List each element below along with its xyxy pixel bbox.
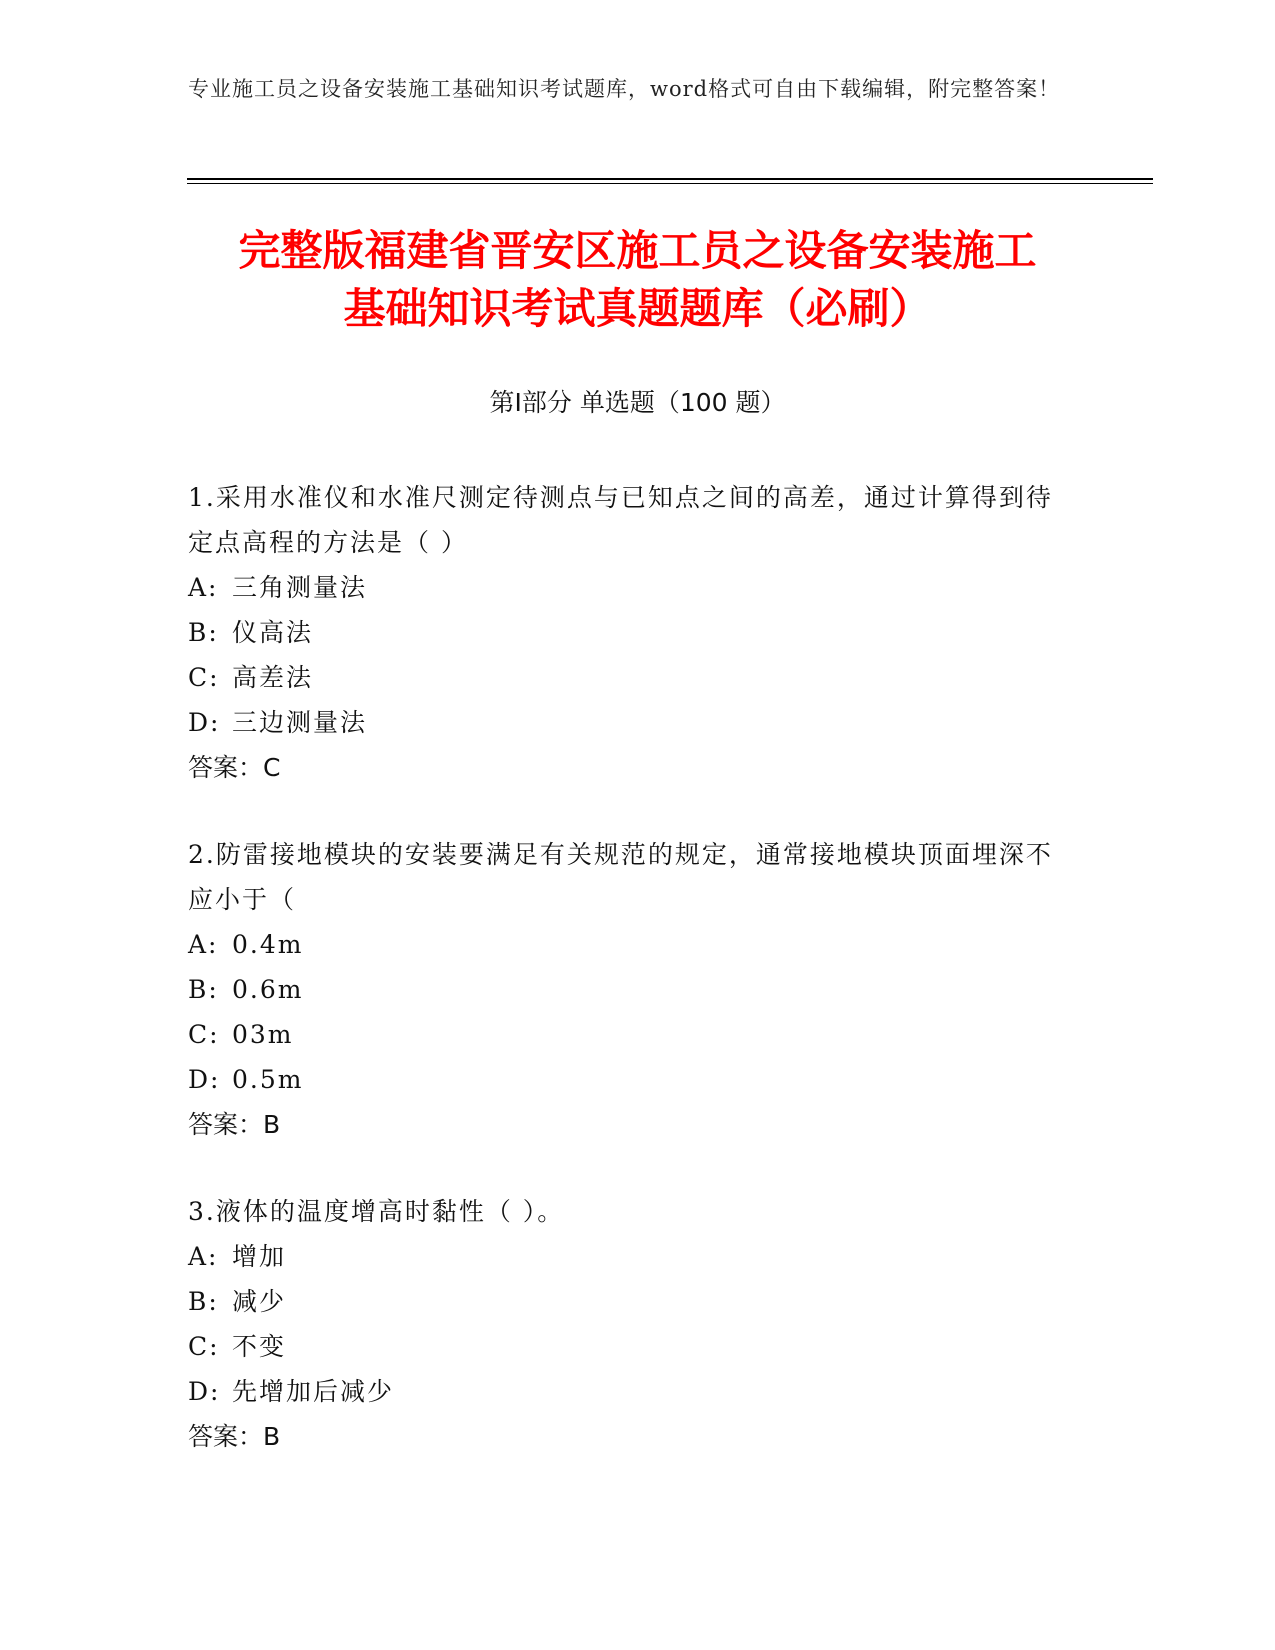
option-key: D: (188, 1065, 221, 1094)
option-d (188, 1057, 1068, 1102)
option-a (188, 922, 1068, 967)
header-rule-thick (187, 178, 1153, 180)
option-text: 不变 (232, 1332, 287, 1361)
option-text: 0.4m (232, 930, 304, 959)
option-a (188, 1234, 1068, 1279)
answer-line: 答案：C (188, 753, 281, 782)
question-stem: 1.采用水准仪和水准尺测定待测点与已知点之间的高差，通过计算得到待定点高程的方法是（ ） (188, 483, 1053, 557)
option-text: 三边测量法 (232, 708, 368, 737)
option-d (188, 1369, 1068, 1414)
question-3 (188, 1189, 1068, 1459)
answer-line: 答案：B (188, 1110, 281, 1139)
option-key: A: (188, 573, 219, 602)
option-key: A: (188, 1242, 219, 1271)
option-c (188, 1324, 1068, 1369)
document-title (160, 222, 1115, 338)
option-text: 仪高法 (232, 618, 314, 647)
option-a (188, 565, 1068, 610)
option-c (188, 655, 1068, 700)
section-heading: 第Ⅰ部分 单选题（100 题） (489, 388, 786, 417)
option-b (188, 610, 1068, 655)
document-title-line-1: 完整版福建省晋安区施工员之设备安装施工 (238, 226, 1037, 275)
option-text: 0.5m (232, 1065, 304, 1094)
question-1 (188, 475, 1068, 790)
option-text: 03m (232, 1020, 294, 1049)
question-2 (188, 832, 1068, 1147)
question-stem: 3.液体的温度增高时黏性（ ）。 (188, 1197, 565, 1226)
option-key: C: (188, 1020, 220, 1049)
header-note: 专业施工员之设备安装施工基础知识考试题库，word格式可自由下载编辑，附完整答案！ (188, 77, 1061, 101)
question-list (188, 475, 1068, 1501)
option-key: B: (188, 1287, 219, 1316)
option-key: C: (188, 663, 220, 692)
document-title-line-2: 基础知识考试真题题库（必刷） (343, 284, 932, 333)
option-key: A: (188, 930, 219, 959)
option-text: 先增加后减少 (232, 1377, 395, 1406)
option-key: B: (188, 618, 219, 647)
option-key: C: (188, 1332, 220, 1361)
option-text: 增加 (232, 1242, 287, 1271)
option-b (188, 967, 1068, 1012)
header-rule-thin (187, 183, 1153, 184)
option-text: 高差法 (232, 663, 314, 692)
option-c (188, 1012, 1068, 1057)
option-b (188, 1279, 1068, 1324)
option-text: 0.6m (232, 975, 304, 1004)
question-stem: 2.防雷接地模块的安装要满足有关规范的规定，通常接地模块顶面埋深不应小于（ (188, 840, 1053, 914)
option-key: B: (188, 975, 219, 1004)
option-key: D: (188, 708, 221, 737)
option-text: 减少 (232, 1287, 287, 1316)
option-text: 三角测量法 (232, 573, 368, 602)
option-key: D: (188, 1377, 221, 1406)
answer-line: 答案：B (188, 1422, 281, 1451)
option-d (188, 700, 1068, 745)
